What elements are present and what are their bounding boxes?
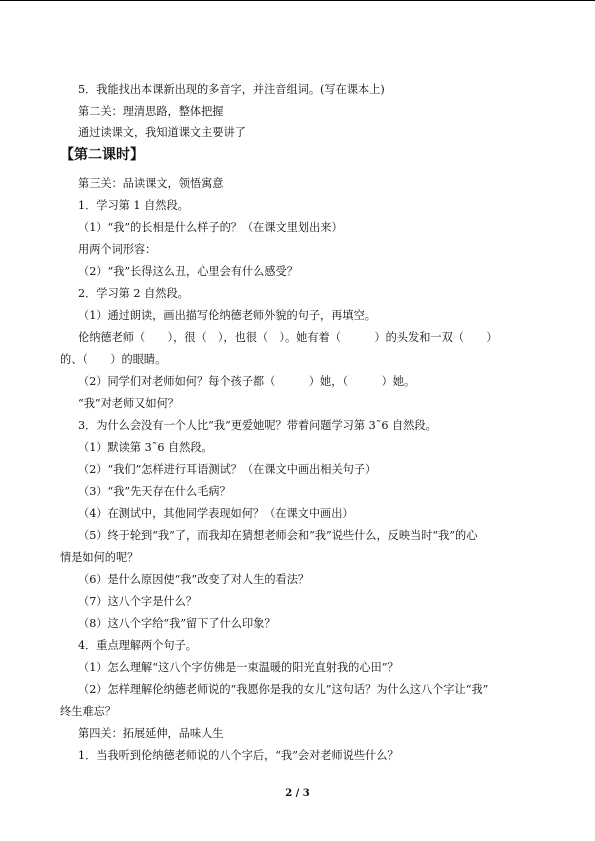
text-line: （5）终于轮到“我”了，而我却在猜想老师会和“我”说些什么，反映当时“我”的心	[78, 529, 478, 542]
text-line: （1）默读第 3˜6 自然段。	[78, 441, 213, 454]
text-line: （2）同学们对老师如何？每个孩子都（ ）她，（ ）她。	[78, 375, 416, 388]
text-line: 5．我能找出本课新出现的多音字，并注音组词。(写在课本上)	[78, 83, 385, 96]
text-line: 4．重点理解两个句子。	[78, 639, 197, 652]
page-number: 2 / 3	[285, 788, 310, 799]
section-title: 第四关：拓展延伸，品味人生	[78, 727, 224, 740]
text-line: （1）通过朗读，画出描写伦纳德老师外貌的句子，再填空。	[78, 309, 376, 322]
text-line: 情是如何的呢？	[60, 551, 139, 564]
text-line: 通过读课文，我知道课文主要讲了	[78, 126, 246, 139]
text-line: （2）“我们”怎样进行耳语测试？（在课文中画出相关句子）	[78, 463, 377, 476]
text-line: 1．当我听到伦纳德老师说的八个字后，“我”会对老师说些什么？	[78, 749, 399, 762]
text-line: 的、（ ）的眼睛。	[60, 353, 167, 366]
text-line: （3）“我”先天存在什么毛病？	[78, 485, 231, 498]
text-line: （2）“我”长得这么丑，心里会有什么感受？	[78, 265, 298, 278]
text-line: “我”对老师又如何？	[78, 397, 179, 410]
text-line: （1）怎么理解“这八个字仿佛是一束温暖的阳光直射我的心田”？	[78, 661, 399, 674]
text-line: 2．学习第 2 自然段。	[78, 287, 189, 300]
text-line: （4）在测试中，其他同学表现如何？（在课文中画出）	[78, 507, 354, 520]
section-title: 第三关：品读课文，领悟寓意	[78, 177, 224, 190]
lesson-heading: 【第二课时】	[60, 147, 144, 163]
text-line: （7）这八个字是什么？	[78, 595, 197, 608]
text-line: 3．为什么会没有一个人比“我”更爱她呢？带着问题学习第 3˜6 自然段。	[78, 419, 437, 432]
text-line: 用两个词形容：	[78, 243, 157, 256]
section-title: 第二关：理清思路，整体把握	[78, 105, 224, 118]
text-line: 1．学习第 1 自然段。	[78, 199, 189, 212]
text-line: 终生难忘？	[60, 705, 116, 718]
text-line: 伦纳德老师（ ），很（ ），也很（ ）。她有着（ ）的头发和一双（ ）	[78, 331, 498, 344]
text-line: （8）这八个字给“我”留下了什么印象？	[78, 617, 276, 630]
text-line: （6）是什么原因使“我”改变了对人生的看法？	[78, 573, 310, 586]
text-line: （2）怎样理解伦纳德老师说的“我愿你是我的女儿”这句话？为什么这八个字让“我”	[78, 683, 489, 696]
text-line: （1）“我”的长相是什么样子的？（在课文里划出来）	[78, 221, 343, 234]
